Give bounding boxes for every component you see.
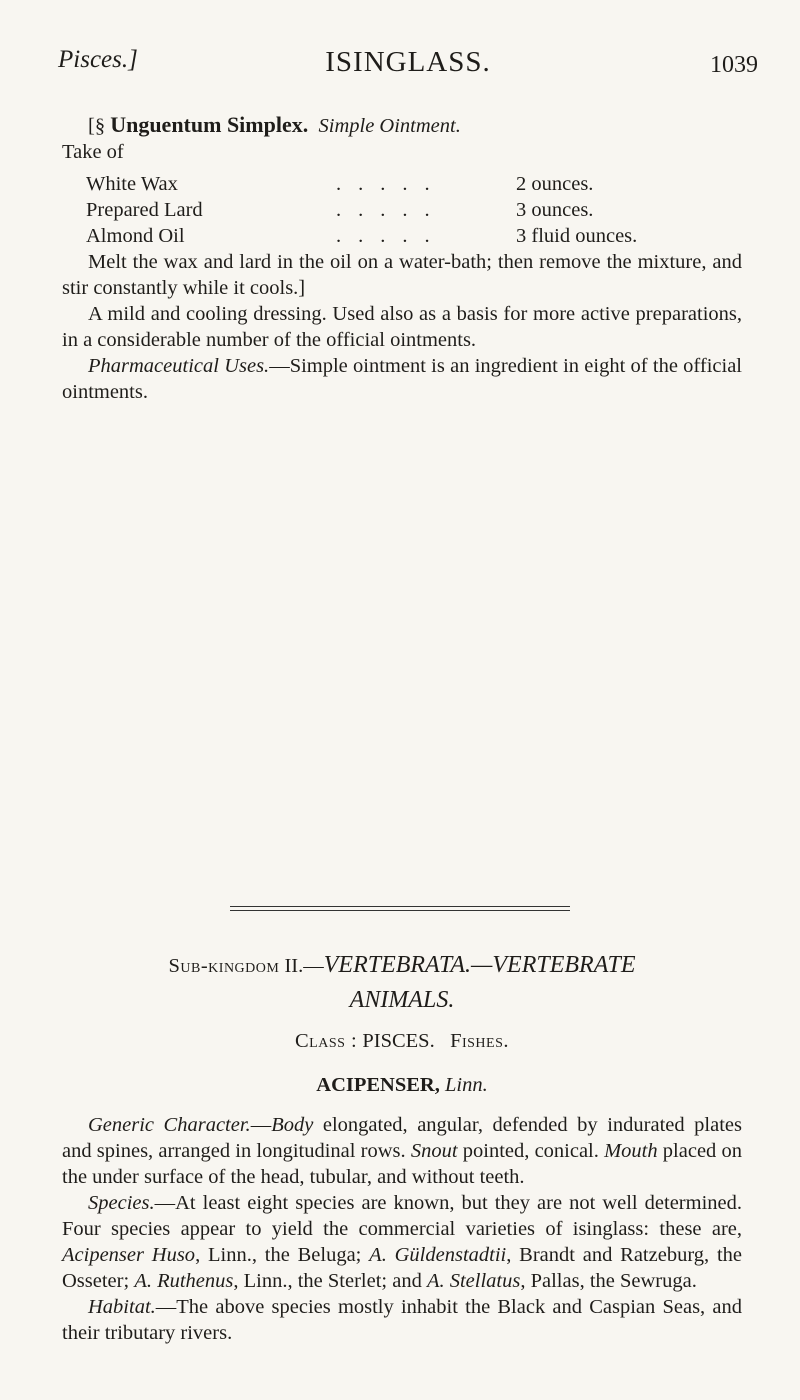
header-section: Pisces.] xyxy=(58,46,138,73)
ingredient-list xyxy=(62,171,742,249)
ingredient-row: White Wax ..... 2 ounces. xyxy=(86,173,594,195)
recipe-description: A mild and cooling dressing. Used also as a basis for more active preparations, in a considerable number of the official ointments. xyxy=(62,303,742,351)
recipe-method: Melt the wax and lard in the oil on a water-bath; then remove the mixture, and stir constantly while it cools.] xyxy=(62,251,742,299)
subkingdom-heading: Sub-kingdom II.—VERTEBRATA.—VERTEBRATE xyxy=(168,952,636,978)
species-paragraph: Species.—At least eight species are known, but they are not well determined. Four species appear to yield the commercial varieties of isinglass: these are, Acipenser Huso, Linn., the Beluga; A. Güldenstadtii, Brandt and Ratzeburg, the Osseter; A. Ruthenus, Linn., the Sterlet; and A. Stellatus, Pallas, the Sewruga. xyxy=(62,1192,742,1292)
pharmaceutical-uses: Pharmaceutical Uses.—Simple ointment is an ingredient in eight of the official ointments. xyxy=(62,355,742,403)
subkingdom-heading-cont: ANIMALS. xyxy=(349,987,455,1013)
running-header xyxy=(58,46,758,86)
ingredient-row: Almond Oil ..... 3 fluid ounces. xyxy=(86,225,638,247)
habitat-paragraph: Habitat.—The above species mostly inhabit the Black and Caspian Seas, and their tributary rivers. xyxy=(62,1296,742,1344)
section-divider xyxy=(230,910,570,911)
generic-character: Generic Character.—Body elongated, angular, defended by indurated plates and spines, arranged in longitudinal rows. Snout pointed, conical. Mouth placed on the under surface of the head, tubular, and without teeth. xyxy=(62,1114,742,1188)
section-heading xyxy=(62,952,742,1098)
genus-body xyxy=(62,1112,742,1346)
recipe-block xyxy=(62,112,742,405)
genus-heading: ACIPENSER, Linn. xyxy=(316,1074,488,1096)
class-heading: Class : PISCES. Fishes. xyxy=(294,1030,510,1052)
header-title: ISINGLASS. xyxy=(325,46,491,78)
page-number: 1039 xyxy=(710,52,758,78)
recipe-title: [§ Unguentum Simplex. Simple Ointment. xyxy=(88,112,461,137)
ingredient-row: Prepared Lard ..... 3 ounces. xyxy=(86,199,594,221)
section-divider xyxy=(230,906,570,907)
take-of: Take of xyxy=(62,141,124,163)
